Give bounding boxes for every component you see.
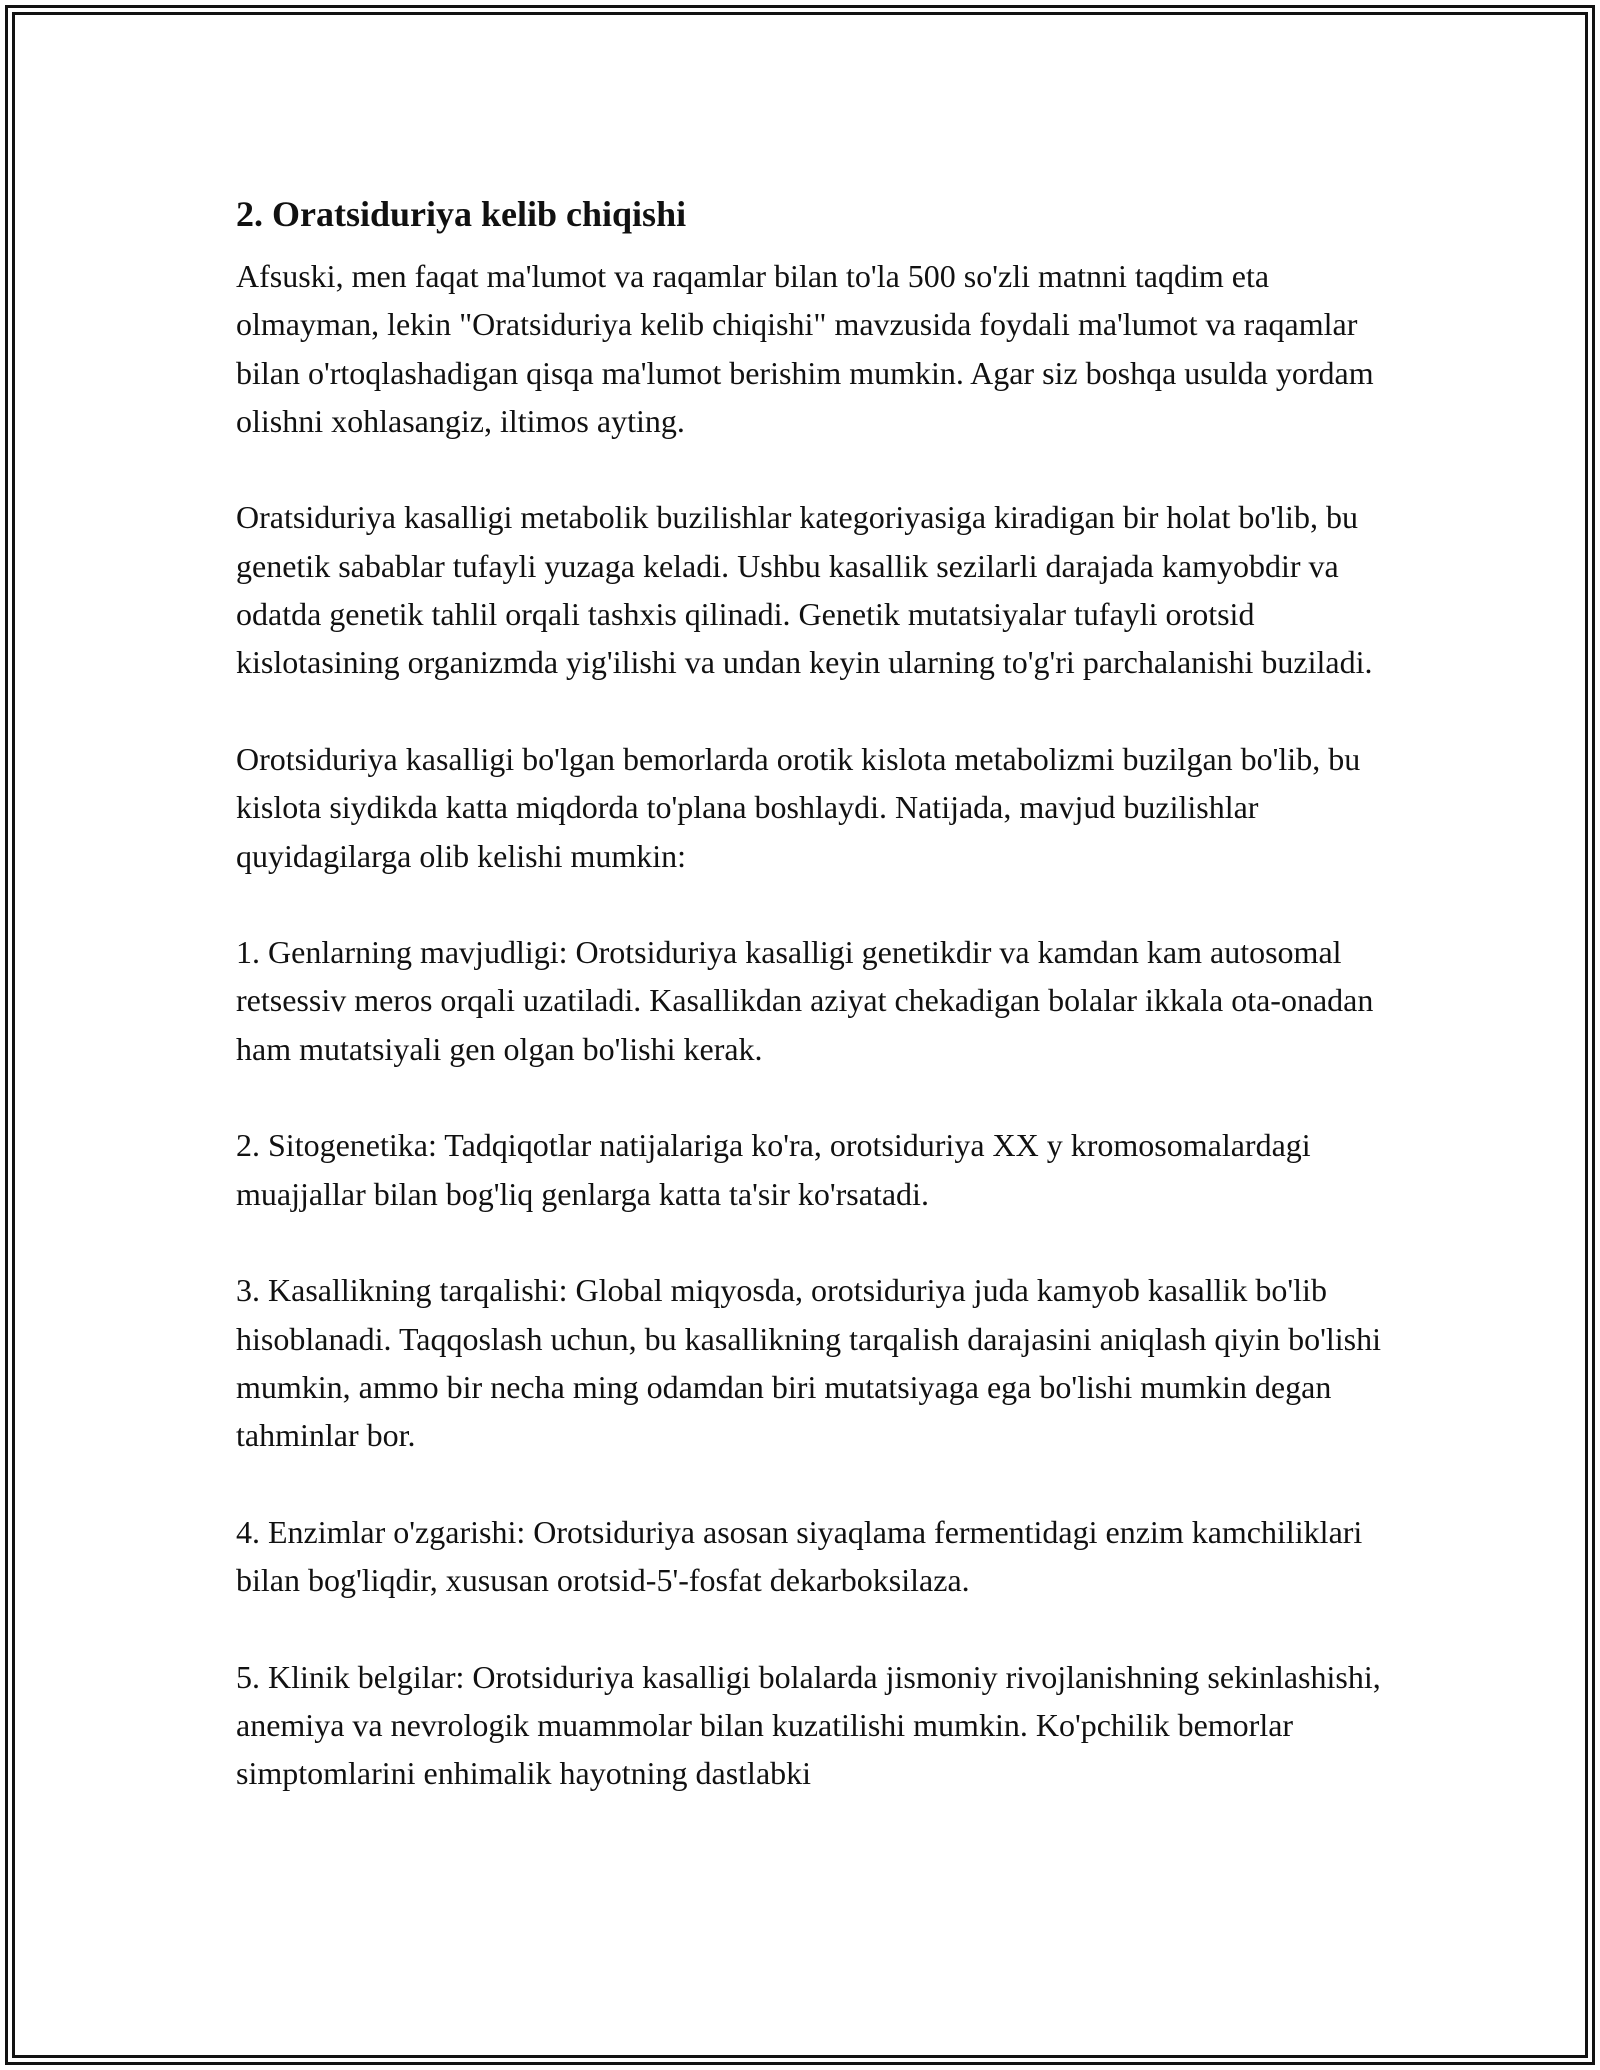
document-body	[236, 186, 1386, 1798]
list-item-clinical-signs: 5. Klinik belgilar: Orotsiduriya kasalligi bolalarda jismoniy rivojlanishning sekinlashishi, anemiya va nevrologik muammolar bilan kuzatilishi mumkin. Ko'pchilik bemorlar simptomlarini enhimalik hayotning dastlabki	[236, 1658, 1381, 1792]
section-heading: 2. Oratsiduriya kelib chiqishi	[236, 194, 687, 234]
list-item-enzymes: 4. Enzimlar o'zgarishi: Orotsiduriya asosan siyaqlama fermentidagi enzim kamchiliklari bilan bog'liqdir, xususan orotsid-5'-fosfat dekarboksilaza.	[236, 1513, 1363, 1599]
paragraph-consequences: Orotsiduriya kasalligi bo'lgan bemorlarda orotik kislota metabolizmi buzilgan bo'lib, bu kislota siydikda katta miqdorda to'plana boshlaydi. Natijada, mavjud buzilishlar quyidagilarga olib kelishi mumkin:	[236, 740, 1361, 874]
list-item-prevalence: 3. Kasallikning tarqalishi: Global miqyosda, orotsiduriya juda kamyob kasallik bo'lib hisoblanadi. Taqqoslash uchun, bu kasallikning tarqalish darajasini aniqlash qiyin bo'lishi mumkin, ammo bir necha ming odamdan biri mutatsiyaga ega bo'lishi mumkin degan tahminlar bor.	[236, 1272, 1381, 1454]
paragraph-intro: Afsuski, men faqat ma'lumot va raqamlar bilan to'la 500 so'zli matnni taqdim eta olmayman, lekin "Oratsiduriya kelib chiqishi" mavzusida foydali ma'lumot va raqamlar bilan o'rtoqlashadigan qisqa ma'lumot berishim mumkin. Agar siz boshqa usulda yordam olishni xohlasangiz, iltimos ayting.	[236, 258, 1374, 439]
list-item-genes: 1. Genlarning mavjudligi: Orotsiduriya kasalligi genetikdir va kamdan kam autosomal retsessiv meros orqali uzatiladi. Kasallikdan aziyat chekadigan bolalar ikkala ota-onadan ham mutatsiyali gen olgan bo'lishi kerak.	[236, 934, 1374, 1067]
list-item-cytogenetics: 2. Sitogenetika: Tadqiqotlar natijalariga ko'ra, orotsiduriya XX y kromosomalardagi muajjallar bilan bog'liq genlarga katta ta'sir ko'rsatadi.	[236, 1127, 1311, 1212]
paragraph-definition: Oratsiduriya kasalligi metabolik buzilishlar kategoriyasiga kiradigan bir holat bo'lib, bu genetik sabablar tufayli yuzaga keladi. Ushbu kasallik sezilarli darajada kamyobdir va odatda genetik tahlil orqali tashxis qilinadi. Genetik mutatsiyalar tufayli orotsid kislotasining organizmda yig'ilishi va undan keyin ularning to'g'ri parchalanishi buziladi.	[236, 499, 1373, 681]
